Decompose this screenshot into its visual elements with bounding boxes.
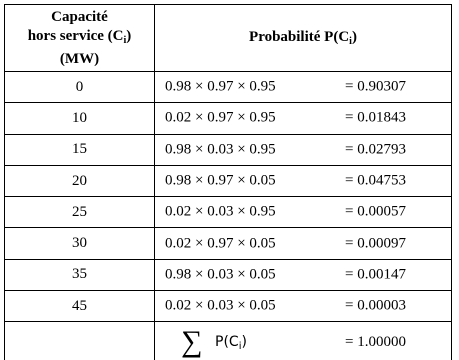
probability-table xyxy=(4,4,452,360)
sum-label xyxy=(215,334,247,352)
header-probability-sub: i xyxy=(349,36,352,47)
capacity-cell: 35 xyxy=(5,259,155,290)
probability-cell xyxy=(155,165,452,196)
result: = 0.00097 xyxy=(345,235,406,252)
sigma-symbol: ∑ xyxy=(181,325,203,359)
result: = 0.01843 xyxy=(345,109,406,126)
result: = 0.00057 xyxy=(345,203,406,220)
probability-cell xyxy=(155,259,452,290)
sum-cell xyxy=(155,322,452,360)
probability-cell xyxy=(155,291,452,322)
result: = 0.00147 xyxy=(345,266,406,283)
table-row xyxy=(5,228,452,259)
header-probability xyxy=(155,5,452,72)
header-capacity-line1: Capacité xyxy=(51,8,108,25)
header-probability-close: ) xyxy=(351,29,357,45)
result: = 0.90307 xyxy=(345,78,406,95)
table-header-row xyxy=(5,5,452,72)
table-row xyxy=(5,165,452,196)
header-probability-text: Probabilité P(C xyxy=(249,29,350,45)
sum-row xyxy=(5,322,452,360)
sum-empty-cell xyxy=(5,322,155,360)
result: = 0.00003 xyxy=(345,297,406,314)
probability-cell xyxy=(155,103,452,134)
formula: 0.98 × 0.03 × 0.95 xyxy=(165,141,276,158)
header-capacity-sub: i xyxy=(123,34,127,46)
capacity-cell: 10 xyxy=(5,103,155,134)
probability-cell xyxy=(155,197,452,228)
sum-label-close: ) xyxy=(241,334,247,351)
capacity-cell: 45 xyxy=(5,291,155,322)
header-capacity-line2: hors service (C xyxy=(27,27,124,44)
formula: 0.02 × 0.97 × 0.05 xyxy=(165,235,276,252)
capacity-cell: 30 xyxy=(5,228,155,259)
formula: 0.02 × 0.03 × 0.05 xyxy=(165,297,276,314)
sum-value: = 1.00000 xyxy=(345,334,406,351)
formula: 0.98 × 0.97 × 0.95 xyxy=(165,78,276,95)
formula: 0.98 × 0.97 × 0.05 xyxy=(165,172,276,189)
result: = 0.02793 xyxy=(345,141,406,158)
table-row xyxy=(5,103,452,134)
capacity-cell: 25 xyxy=(5,197,155,228)
result: = 0.04753 xyxy=(345,172,406,189)
formula: 0.02 × 0.03 × 0.95 xyxy=(165,203,276,220)
capacity-cell: 0 xyxy=(5,72,155,103)
table-row xyxy=(5,197,452,228)
probability-cell xyxy=(155,72,452,103)
sum-wrap xyxy=(155,322,451,360)
header-capacity-close: ) xyxy=(126,27,132,44)
capacity-cell: 20 xyxy=(5,165,155,196)
table-row xyxy=(5,134,452,165)
table-row xyxy=(5,259,452,290)
probability-cell xyxy=(155,228,452,259)
capacity-cell: 15 xyxy=(5,134,155,165)
formula: 0.02 × 0.97 × 0.95 xyxy=(165,109,276,126)
header-capacity xyxy=(5,5,155,72)
sum-label-sub: i xyxy=(238,341,242,353)
probability-cell xyxy=(155,134,452,165)
sum-label-text: P(C xyxy=(215,334,239,351)
formula: 0.98 × 0.03 × 0.05 xyxy=(165,266,276,283)
table-row xyxy=(5,291,452,322)
table-row xyxy=(5,72,452,103)
header-capacity-line3: (MW) xyxy=(59,50,100,67)
